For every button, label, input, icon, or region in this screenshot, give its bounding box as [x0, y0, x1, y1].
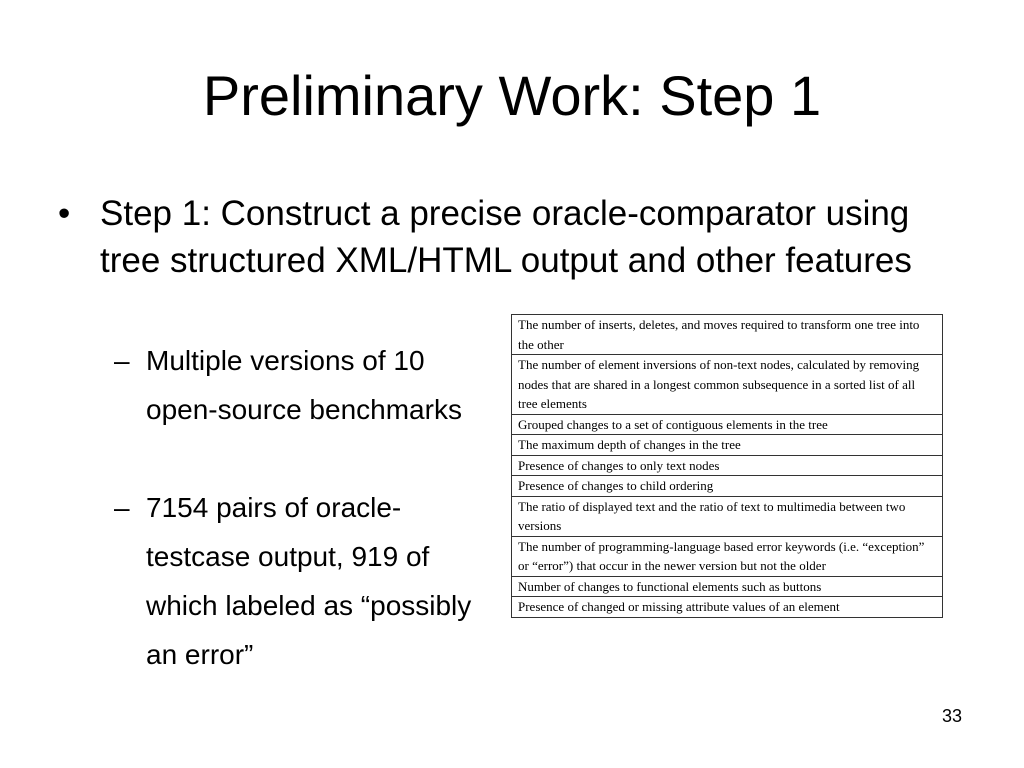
page-number: 33	[941, 706, 962, 726]
table-cell: Grouped changes to a set of contiguous elements in the tree	[512, 414, 943, 435]
bullet-item	[58, 190, 940, 284]
table-cell: The number of inserts, deletes, and moves required to transform one tree into the other	[512, 315, 943, 355]
table-cell: The ratio of displayed text and the ratio of text to multimedia between two versions	[512, 496, 943, 536]
table-cell: Presence of changed or missing attribute values of an element	[512, 597, 943, 618]
sub-bullet-marker: –	[114, 345, 130, 376]
table-cell: Number of changes to functional elements such as buttons	[512, 576, 943, 597]
table-row	[512, 576, 943, 597]
table-row	[512, 435, 943, 456]
bullet-text: Step 1: Construct a precise oracle-comparator using tree structured XML/HTML output and other features	[100, 194, 912, 280]
table-row	[512, 536, 943, 576]
sub-bullet-text: 7154 pairs of oracle-testcase output, 919 of which labeled as “possibly an error”	[146, 492, 472, 670]
slide-title: Preliminary Work: Step 1	[202, 64, 822, 127]
table-cell: Presence of changes to only text nodes	[512, 455, 943, 476]
table-cell: Presence of changes to child ordering	[512, 476, 943, 497]
table-row	[512, 414, 943, 435]
table-row	[512, 455, 943, 476]
table-row	[512, 315, 943, 355]
table-cell: The number of programming-language based error keywords (i.e. “exception” or “error”) that occur in the newer version but not the older	[512, 536, 943, 576]
table-cell: The maximum depth of changes in the tree	[512, 435, 943, 456]
sub-bullet-marker: –	[114, 492, 130, 523]
table-row	[512, 355, 943, 415]
features-table	[511, 314, 943, 618]
bullet-marker: •	[58, 194, 71, 233]
table-cell: The number of element inversions of non-text nodes, calculated by removing nodes that are shared in a longest common subsequence in a sorted list of all tree elements	[512, 355, 943, 415]
table-row	[512, 476, 943, 497]
table-row	[512, 496, 943, 536]
sub-bullet-item	[114, 483, 476, 679]
sub-bullet-item	[114, 336, 476, 434]
table-row	[512, 597, 943, 618]
sub-bullet-text: Multiple versions of 10 open-source benchmarks	[146, 345, 462, 425]
